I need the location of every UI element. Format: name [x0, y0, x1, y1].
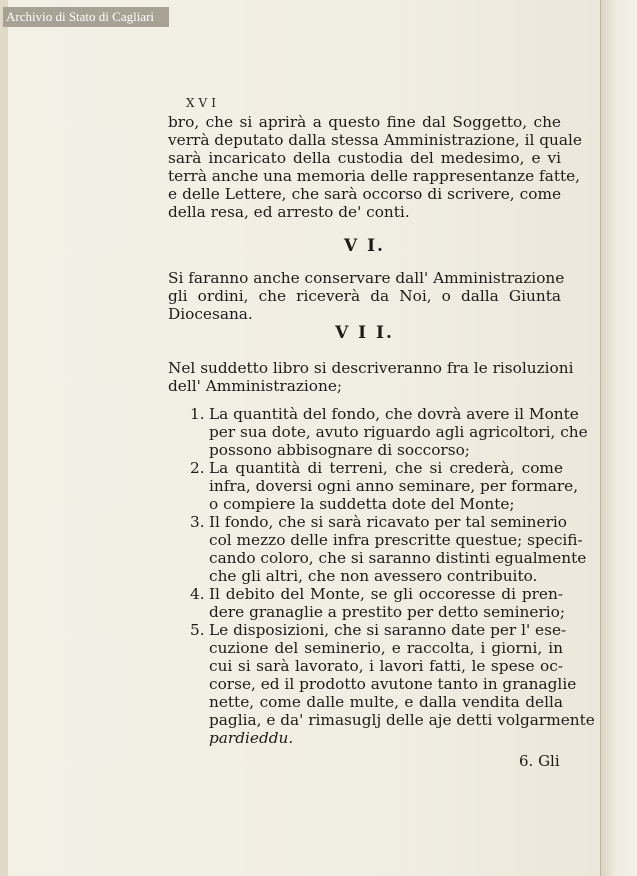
text-line: paglia, e da' rimasuglj delle aje detti volgarmente — [209, 711, 595, 729]
text-line: cui si sarà lavorato, i lavori fatti, le spese oc- — [209, 657, 563, 675]
text-line: gli ordini, che riceverà da Noi, o dalla Giunta — [168, 287, 561, 305]
section-heading-vii: V I I. — [335, 323, 394, 343]
text-line: Il fondo, che si sarà ricavato per tal seminerio — [209, 513, 567, 531]
list-item-number: 2. — [190, 459, 205, 477]
text-line: nette, come dalle multe, e dalla vendita della — [209, 693, 563, 711]
list-item-number: 3. — [190, 513, 205, 531]
list-item — [190, 585, 566, 621]
list-item — [190, 405, 588, 459]
text-line: La quantità del fondo, che dovrà avere il Monte — [209, 405, 579, 423]
list-item — [190, 513, 587, 585]
text-line: infra, doversi ogni anno seminare, per formare, — [209, 477, 579, 495]
numbered-list — [190, 405, 595, 747]
text-line: col mezzo delle infra prescritte questue; specifi- — [209, 531, 583, 549]
text-line: cando coloro, che si saranno distinti egualmente — [209, 549, 587, 567]
text-line: La quantità di terreni, che si crederà, come — [209, 459, 563, 477]
list-item — [190, 621, 595, 747]
text-line: bro, che si aprirà a questo fine dal Soggetto, che — [168, 113, 561, 131]
text-line: sarà incaricato della custodia del medesimo, e vi — [168, 149, 561, 167]
text-line: Il debito del Monte, se gli occoresse di pren- — [209, 585, 563, 603]
paragraph-1 — [168, 113, 582, 221]
text-line: cuzione del seminerio, e raccolta, i giorni, in — [209, 639, 563, 657]
page-edge-stain — [0, 0, 8, 876]
text-line: Si faranno anche conservare dall' Amministrazione — [168, 269, 565, 287]
text-line: o compiere la suddetta dote del Monte; — [209, 495, 515, 513]
paragraph-2 — [168, 269, 565, 323]
list-item — [190, 459, 579, 513]
text-line: della resa, ed arresto de' conti. — [168, 203, 410, 221]
list-item-number: 1. — [190, 405, 205, 423]
list-item-number: 5. — [190, 621, 205, 639]
list-item-number: 4. — [190, 585, 205, 603]
archive-watermark: Archivio di Stato di Cagliari — [3, 7, 169, 27]
page-header: XVI — [186, 96, 220, 110]
catchword: 6. Gli — [519, 752, 560, 770]
text-line: dere granaglie a prestito per detto seminerio; — [209, 603, 566, 621]
text-line: verrà deputato dalla stessa Amministrazione, il quale — [168, 131, 582, 149]
text-line: corse, ed il prodotto avutone tanto in granaglie — [209, 675, 577, 693]
text-line: Diocesana. — [168, 305, 253, 323]
text-line: Le disposizioni, che si saranno date per l' ese- — [209, 621, 567, 639]
section-heading-vi: V I. — [344, 236, 385, 256]
text-line: dell' Amministrazione; — [168, 377, 343, 395]
text-line: pardieddu. — [209, 729, 294, 747]
text-line: Nel suddetto libro si descriveranno fra le risoluzioni — [168, 359, 574, 377]
paragraph-3 — [168, 359, 574, 395]
text-line: che gli altri, che non avessero contribuito. — [209, 567, 538, 585]
adjacent-page-edge — [600, 0, 637, 876]
text-line: per sua dote, avuto riguardo agli agricoltori, che — [209, 423, 588, 441]
text-line: terrà anche una memoria delle rappresentanze fatte, — [168, 167, 581, 185]
text-line: e delle Lettere, che sarà occorso di scrivere, come — [168, 185, 561, 203]
text-line: possono abbisognare di soccorso; — [209, 441, 470, 459]
